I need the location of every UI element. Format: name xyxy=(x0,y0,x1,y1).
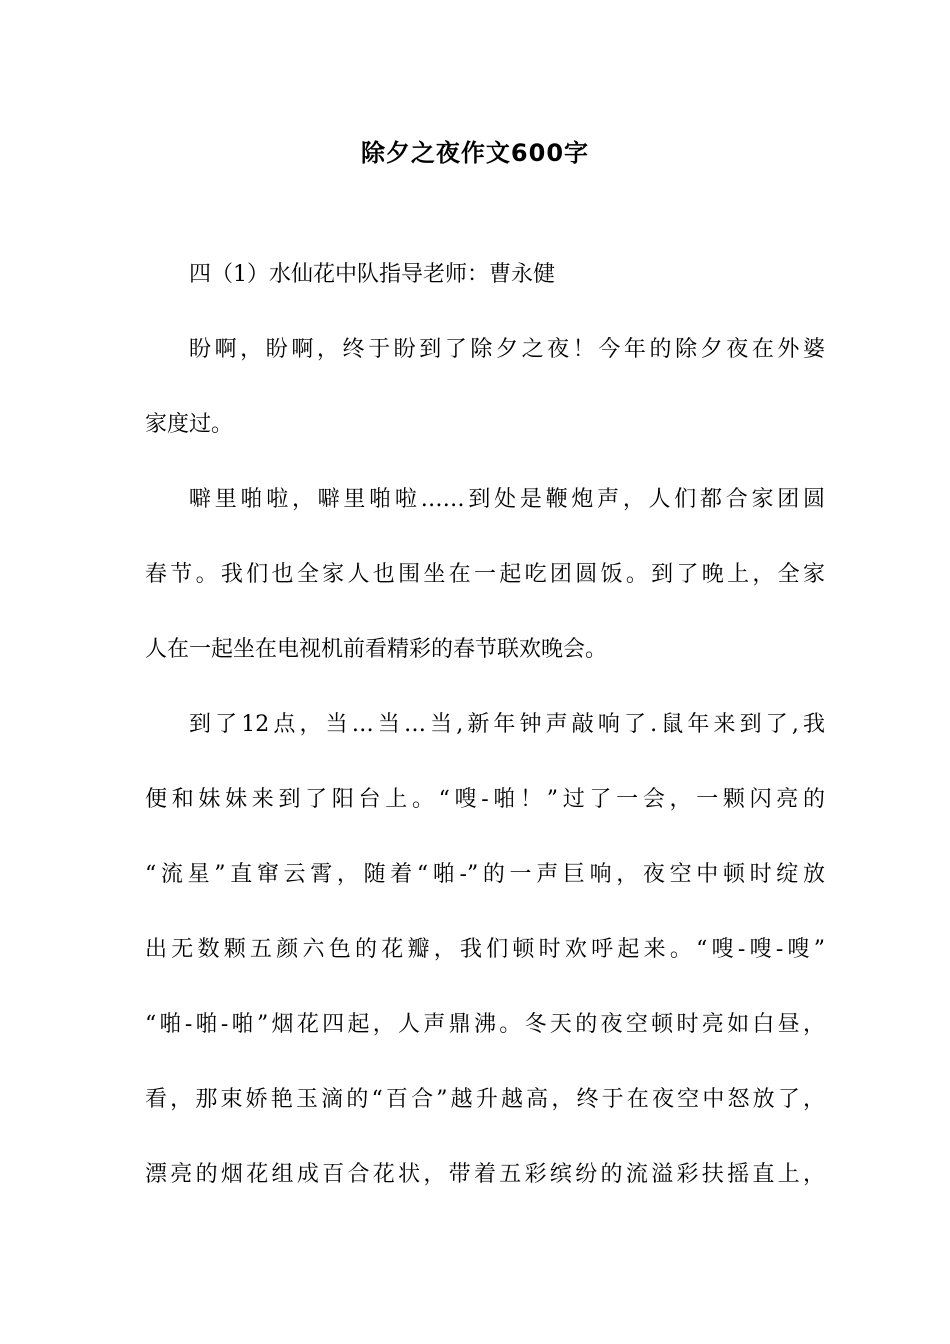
paragraph-line: 家度过。 xyxy=(145,412,234,437)
paragraph-line: 便和妹妹来到了阳台上。“嗖-啪！”过了一会，一颗闪亮的 xyxy=(145,787,825,812)
paragraph-line: 看，那束娇艳玉滴的“百合”越升越高，终于在夜空中怒放了， xyxy=(145,1087,825,1112)
paragraph-3 xyxy=(145,706,825,1194)
paragraph-2 xyxy=(145,481,825,669)
byline: 四（1）水仙花中队指导老师：曹永健 xyxy=(189,262,555,287)
paragraph-line: 出无数颗五颜六色的花瓣，我们顿时欢呼起来。“嗖-嗖-嗖” xyxy=(145,937,825,962)
paragraph-line: 到了12点，当…当…当,新年钟声敲响了.鼠年来到了,我 xyxy=(189,712,825,737)
paragraph-line: 噼里啪啦，噼里啪啦……到处是鞭炮声，人们都合家团圆 xyxy=(189,487,825,512)
paragraph-line: 盼啊，盼啊，终于盼到了除夕之夜！今年的除夕夜在外婆 xyxy=(189,337,825,362)
paragraph-1 xyxy=(145,331,825,444)
byline-paragraph xyxy=(145,256,825,294)
paragraph-line: “流星”直窜云霄，随着“啪-”的一声巨响，夜空中顿时绽放 xyxy=(145,862,825,887)
paragraph-line: 春节。我们也全家人也围坐在一起吃团圆饭。到了晚上，全家 xyxy=(145,562,825,587)
paragraph-line: 漂亮的烟花组成百合花状，带着五彩缤纷的流溢彩扶摇直上， xyxy=(145,1162,825,1187)
paragraph-line: 人在一起坐在电视机前看精彩的春节联欢晚会。 xyxy=(145,637,608,662)
document-title: 除夕之夜作文600字 xyxy=(360,139,590,167)
paragraph-line: “啪-啪-啪”烟花四起，人声鼎沸。冬天的夜空顿时亮如白昼， xyxy=(145,1012,825,1037)
document-body xyxy=(145,256,825,1194)
